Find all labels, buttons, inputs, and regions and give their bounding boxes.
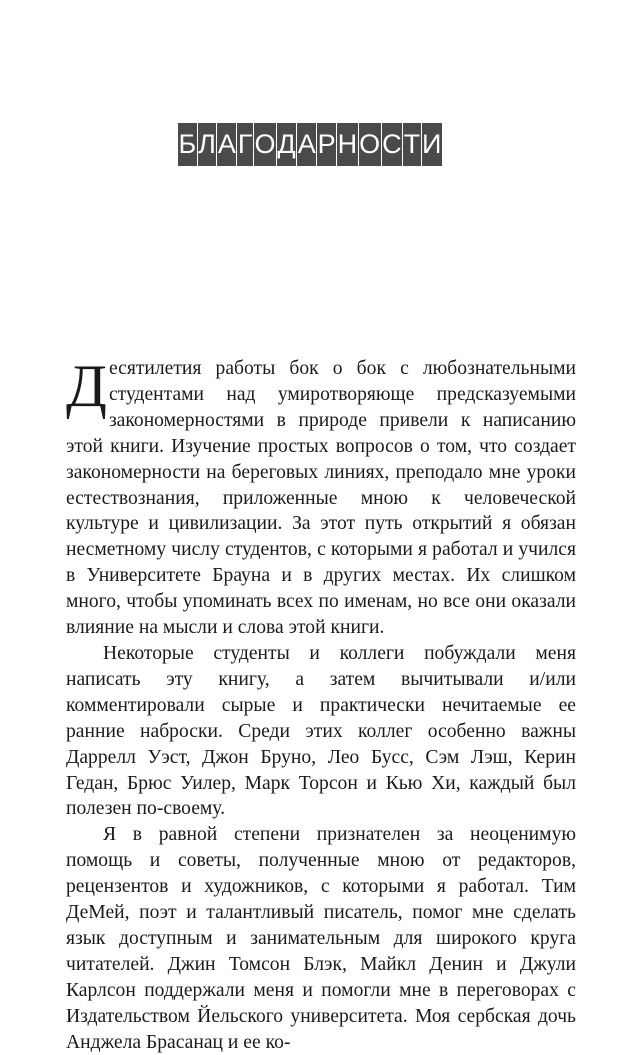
drop-cap: Д: [66, 353, 107, 419]
title-letter: А: [297, 123, 317, 166]
title-letter: Л: [198, 123, 218, 166]
paragraph-2: Некоторые студенты и коллеги побуждали меня написать эту книгу, а затем вычитывали и/или комментировали сырые и практически нечитаемые ее ранние наброски. Среди этих коллег особенно важны Даррелл Уэст, Джон Бруно, Лео Бусс, Сэм Лэш, Керин Гедан, Брюс Уилер, Марк Торсон и Кью Хи, каждый был полезен по-своему.: [66, 642, 576, 820]
paragraph-1: [66, 353, 576, 641]
title-letter: О: [254, 123, 277, 166]
title-letter: Р: [317, 123, 337, 166]
title-letter: Д: [277, 123, 297, 166]
title-letter: С: [382, 123, 403, 166]
title-letter: Б: [178, 123, 198, 166]
title-letter: Т: [403, 123, 421, 166]
paragraph-1-text: есятилетия работы бок о бок с любознательными студентами над умиротворяюще предсказуемыми закономерностями в природе привели к написанию этой книги. Изучение простых вопросов о том, что создает закономерности на береговых линиях, преподало мне уроки естествознания, приложенные мною к человеческой культуре и цивилизации. За этот путь открытий я обязан несметному числу студентов, с которыми я работал и учился в Университете Брауна и в других местах. Их слишком много, чтобы упоминать всех по именам, но все они оказали влияние на мысли и слова этой книги.: [66, 358, 576, 639]
body-text: [66, 353, 576, 1055]
title-letter: Н: [337, 123, 358, 166]
paragraph-3: Я в равной степени признателен за неоценимую помощь и советы, полученные мною от редакторов, рецензентов и художников, с которыми я работал. Тим ДеМей, поэт и талантливый писатель, помог мне сделать язык доступным и занимательным для широкого круга читателей. Джин Томсон Блэк, Майкл Денин и Джули Карлсон поддержали меня и помогли мне в переговорах с Издательством Йельского университета. Моя сербская дочь Анджела Брасанац и ее ко-: [66, 824, 576, 1053]
chapter-title: [178, 123, 442, 166]
title-letter: А: [217, 123, 237, 166]
title-letter: Г: [237, 123, 254, 166]
title-letter: И: [422, 129, 442, 159]
title-letter: О: [359, 123, 382, 166]
